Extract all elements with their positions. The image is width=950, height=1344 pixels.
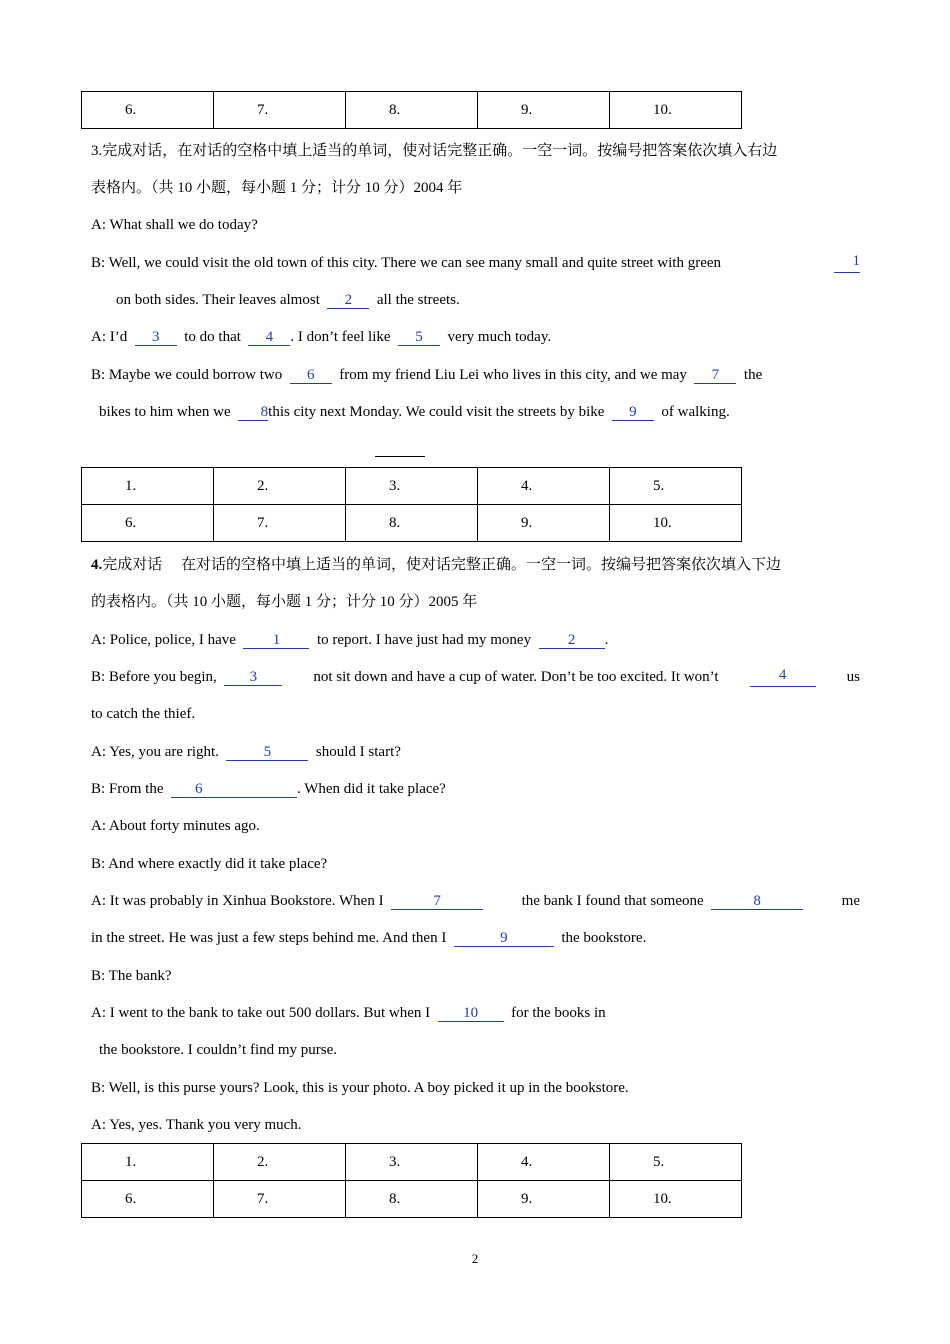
section4-title-text: 完成对话 在对话的空格中填上适当的单词，使对话完整正确。一空一词。按编号把答案依次填入下边 (102, 557, 782, 573)
answer-blank[interactable]: 4 (248, 329, 290, 346)
dialogue-text: A: Yes, you are right. (91, 744, 219, 760)
dialogue-segment (91, 667, 282, 687)
dialogue-text: me (841, 893, 860, 909)
dialogue-text: . When did it take place? (297, 781, 446, 797)
dialogue-line: A: Yes, yes. Thank you very much. (91, 1117, 302, 1133)
dialogue-text: to report. I have just had my money (316, 632, 532, 648)
table-row (82, 505, 742, 542)
section3-title-text: 完成对话，在对话的空格中填上适当的单词，使对话完整正确。一空一词。按编号把答案依次填入右边 (102, 143, 778, 159)
dialogue-line (91, 630, 608, 650)
dialogue-line (91, 1003, 606, 1023)
dialogue-line (99, 402, 730, 422)
answer-table-prev (81, 91, 742, 129)
answer-blank[interactable]: 10 (438, 1005, 504, 1022)
section4-number: 4. (91, 557, 103, 573)
table-cell: 5. (610, 1144, 742, 1181)
stray-underline (375, 456, 425, 457)
dialogue-text: should I start? (315, 744, 401, 760)
answer-blank[interactable]: 8 (711, 893, 803, 910)
dialogue-text: bikes to him when we (99, 404, 231, 420)
dialogue-text: us (846, 669, 860, 685)
table-cell: 2. (214, 1144, 346, 1181)
table-cell: 7. (214, 92, 346, 129)
dialogue-line (91, 253, 860, 273)
table-cell: 9. (478, 1181, 610, 1218)
answer-blank[interactable]: 3 (224, 669, 282, 686)
dialogue-text: this city next Monday. We could visit the streets by bike (268, 404, 605, 420)
table-cell: 8. (346, 1181, 478, 1218)
table-cell: 6. (82, 92, 214, 129)
dialogue-text: of walking. (661, 404, 730, 420)
section3-title-line2: 表格内。（共 10 小题，每小题 1 分；计分 10 分）2004 年 (91, 180, 463, 196)
dialogue-text: on both sides. Their leaves almost (116, 292, 320, 308)
answer-blank[interactable]: 4 (750, 667, 816, 687)
dialogue-segment (91, 891, 483, 911)
answer-blank[interactable]: 2 (539, 632, 605, 649)
dialogue-text: B: Maybe we could borrow two (91, 367, 283, 383)
table-row (82, 1181, 742, 1218)
dialogue-line: the bookstore. I couldn’t find my purse. (99, 1042, 338, 1058)
answer-blank[interactable]: 7 (391, 893, 483, 910)
dialogue-line: B: The bank? (91, 968, 172, 984)
table-cell: 4. (478, 468, 610, 505)
table-cell: 5. (610, 468, 742, 505)
dialogue-line: to catch the thief. (91, 706, 196, 722)
table-cell: 6. (82, 505, 214, 542)
dialogue-text: A: It was probably in Xinhua Bookstore. When I (91, 893, 384, 909)
dialogue-line (91, 365, 762, 385)
dialogue-text: very much today. (447, 329, 552, 345)
section4-title-line1 (91, 555, 781, 575)
dialogue-line (116, 290, 460, 310)
table-cell: 3. (346, 468, 478, 505)
dialogue-text: A: I went to the bank to take out 500 dollars. But when I (91, 1005, 431, 1021)
dialogue-text: not sit down and have a cup of water. Don’t be too excited. It won’t (313, 669, 719, 685)
answer-blank[interactable]: 2 (327, 292, 369, 309)
table-cell: 9. (478, 92, 610, 129)
answer-blank[interactable]: 9 (454, 930, 554, 947)
answer-blank[interactable]: 9 (612, 404, 654, 421)
answer-table-section4 (81, 1143, 742, 1218)
dialogue-line (91, 928, 646, 948)
dialogue-line (91, 779, 446, 799)
dialogue-text: from my friend Liu Lei who lives in this city, and we may (339, 367, 687, 383)
dialogue-line (91, 891, 860, 911)
dialogue-text: A: I’d (91, 329, 128, 345)
table-cell: 1. (82, 1144, 214, 1181)
answer-blank[interactable]: 5 (226, 744, 308, 761)
dialogue-text: B: From the (91, 781, 164, 797)
section3-title-line1 (91, 141, 777, 161)
dialogue-line: B: And where exactly did it take place? (91, 856, 328, 872)
dialogue-line: A: What shall we do today? (91, 217, 258, 233)
dialogue-text: to do that (184, 329, 241, 345)
table-cell: 8. (346, 92, 478, 129)
dialogue-text: all the streets. (376, 292, 460, 308)
dialogue-text: A: Police, police, I have (91, 632, 236, 648)
table-cell: 2. (214, 468, 346, 505)
dialogue-text: the bookstore. (561, 930, 647, 946)
answer-blank[interactable]: 7 (694, 367, 736, 384)
table-cell: 9. (478, 505, 610, 542)
table-cell: 8. (346, 505, 478, 542)
table-cell: 10. (610, 505, 742, 542)
answer-blank[interactable]: 3 (135, 329, 177, 346)
answer-blank[interactable]: 6 (290, 367, 332, 384)
table-cell: 1. (82, 468, 214, 505)
section3-number: 3. (91, 143, 103, 159)
table-cell: 10. (610, 92, 742, 129)
table-row (82, 1144, 742, 1181)
dialogue-line (91, 667, 860, 687)
answer-blank[interactable]: 1 (243, 632, 309, 649)
answer-blank[interactable]: 5 (398, 329, 440, 346)
table-cell: 3. (346, 1144, 478, 1181)
dialogue-line (91, 742, 401, 762)
table-cell: 7. (214, 1181, 346, 1218)
dialogue-text: the bank I found that someone (521, 893, 704, 909)
dialogue-text: for the books in (511, 1005, 606, 1021)
table-row (82, 92, 742, 129)
dialogue-text: . I don’t feel like (290, 329, 391, 345)
dialogue-line: B: Well, is this purse yours? Look, this is your photo. A boy picked it up in the bookstore. (91, 1080, 629, 1096)
dialogue-text: in the street. He was just a few steps behind me. And then I (91, 930, 447, 946)
table-cell: 10. (610, 1181, 742, 1218)
dialogue-line: A: About forty minutes ago. (91, 818, 260, 834)
dialogue-line (91, 327, 551, 347)
table-row (82, 468, 742, 505)
dialogue-text: the (743, 367, 763, 383)
answer-blank[interactable]: 1 (834, 253, 860, 273)
answer-table-section3 (81, 467, 742, 542)
table-cell: 4. (478, 1144, 610, 1181)
dialogue-text: B: Well, we could visit the old town of this city. There we can see many small and quite street with green (91, 255, 722, 271)
dialogue-text: . (604, 632, 609, 648)
answer-blank[interactable]: 8 (238, 404, 268, 421)
table-cell: 6. (82, 1181, 214, 1218)
answer-blank[interactable]: 6 (171, 781, 297, 798)
dialogue-text: B: Before you begin, (91, 669, 217, 685)
page-number: 2 (471, 1251, 479, 1266)
section4-title-line2: 的表格内。（共 10 小题，每小题 1 分；计分 10 分）2005 年 (91, 594, 478, 610)
dialogue-segment (522, 891, 804, 911)
table-cell: 7. (214, 505, 346, 542)
